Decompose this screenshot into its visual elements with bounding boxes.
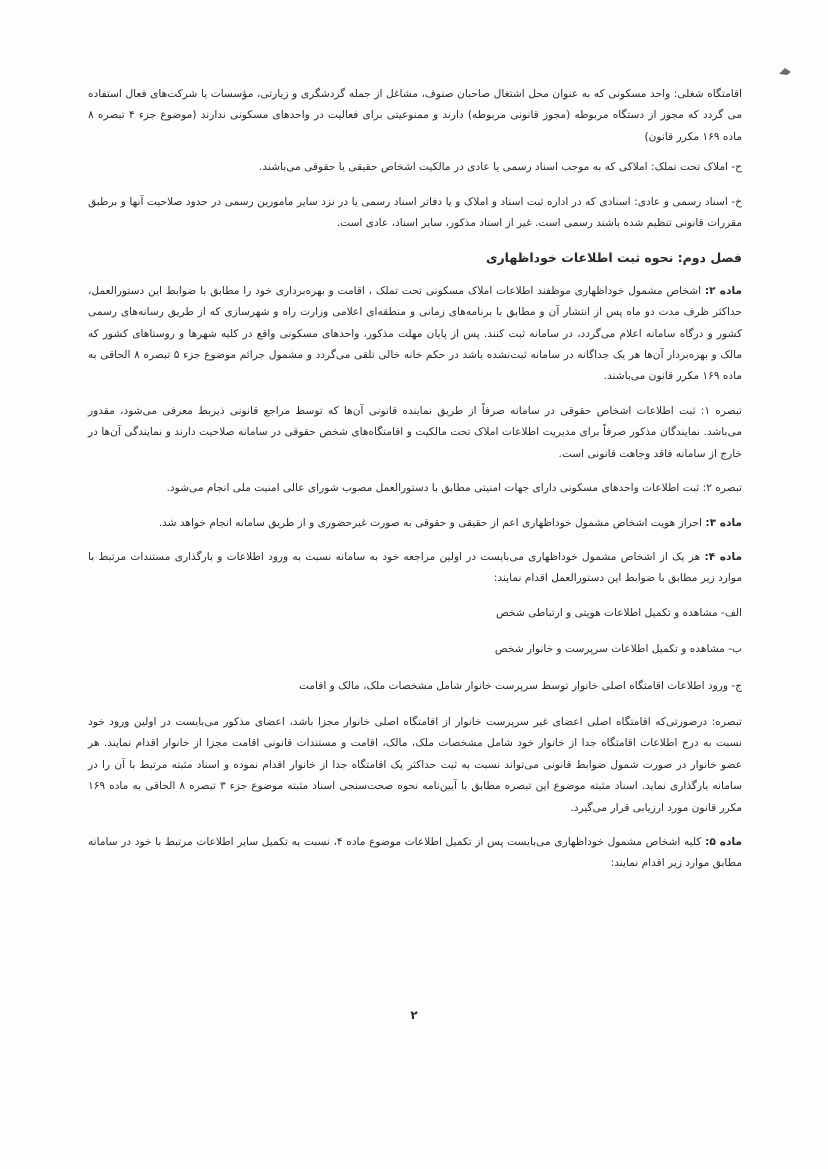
page-number: ۲ xyxy=(410,1008,418,1022)
definition-documents: خ- اسناد رسمی و عادی: اسنادی که در اداره ثبت اسناد و املاک و یا دفاتر اسناد رسمی یا در نزد سایر مامورین رسمی در حدود صلاحیت آنها و برطبق مقررات قانونی تنظیم شده باشند رسمی است. غیر از اسناد مذکور، سایر اسناد، عادی است. xyxy=(88,195,742,230)
article-5-text: کلیه اشخاص مشمول خوداظهاری می‌بایست پس از تکمیل اطلاعات موضوع ماده ۴، نسبت به تکمیل سایر اطلاعات مرتبط با خود در سامانه مطابق موارد زیر اقدام نمایند: xyxy=(88,835,742,870)
list-item-alef: الف- مشاهده و تکمیل اطلاعات هویتی و ارتباطی شخص xyxy=(496,606,742,619)
article-5 xyxy=(88,832,742,875)
article-2-label: ماده ۲: xyxy=(704,284,742,297)
article-4-text: هر یک از اشخاص مشمول خوداظهاری می‌بایست در اولین مراجعه خود به سامانه نسبت به ورود اطلاعات و بارگذاری مستندات مرتبط با موارد زیر مطابق با ضوابط این دستورالعمل اقدام نمایند: xyxy=(88,550,742,585)
definition-owned-properties: ح- املاک تحت تملک: املاکی که به موجب اسناد رسمی یا عادی در مالکیت اشخاص حقیقی یا حقوقی می‌باشند. xyxy=(259,161,742,174)
document-body xyxy=(88,84,742,884)
article-4-label: ماده ۴: xyxy=(704,550,743,563)
scan-mark-icon xyxy=(778,66,792,76)
article-3-text: احراز هویت اشخاص مشمول خوداظهاری اعم از حقیقی و حقوقی به صورت غیرحضوری و از طریق سامانه انجام خواهد شد. xyxy=(158,516,702,529)
definition-occupational-residence: اقامتگاه شغلی: واحد مسکونی که به عنوان محل اشتغال صاحبان صنوف، مشاغل از جمله گردشگری و زیارتی، مؤسسات یا شرکت‌های فعال استفاده می گردد که مجوز از دستگاه مربوطه (مجوز قانونی مربوطه) دارند و ممنوعیتی برای فعالیت در واحدهای مسکونی ندارند (موضوع جزء ۴ تبصره ۸ ماده ۱۶۹ مکرر قانون) xyxy=(88,88,742,143)
article-5-label: ماده ۵: xyxy=(705,835,742,848)
article-3 xyxy=(88,513,742,534)
list-item-be: ب- مشاهده و تکمیل اطلاعات سرپرست و خانوار شخص xyxy=(494,643,742,656)
article-2-note-2: تبصره ۲: ثبت اطلاعات واحدهای مسکونی دارای جهات امنیتی مطابق با دستورالعمل مصوب شورای عالی امنیت ملی انجام می‌شود. xyxy=(166,482,742,495)
article-4 xyxy=(88,547,742,590)
list-item-jim: ج- ورود اطلاعات اقامتگاه اصلی خانوار توسط سرپرست خانوار شامل مشخصات ملک، مالک و اقامت xyxy=(298,679,742,692)
article-3-label: ماده ۳: xyxy=(705,516,742,529)
article-2-text: اشخاص مشمول خوداظهاری موظفند اطلاعات املاک مسکونی تحت تملک ، اقامت و بهره‌برداری خود را مطابق با ضوابط این دستورالعمل، حداکثر ظرف مدت دو ماه پس از انتشار آن و مطابق با برنامه‌های زمانی و منطقه‌ای اعلامی وزارت راه و شهرسازی که از طریق رسانه‌های رسمی کشور و درگاه سامانه اعلام می‌گردد، در سامانه ثبت کنند. پس از پایان مهلت مذکور، واحدهای مسکونی واقع در کلیه شهرها و روستاهای کشور که مالک و بهره‌بردار آن‌ها هر یک جداگانه در سامانه ثبت‌نشده باشد در حکم خانه خالی تلقی می‌گردد و مشمول جرائم موضوع جزء ۵ تبصره ۸ الحاقی به ماده ۱۶۹ مکرر قانون می‌باشند. xyxy=(88,284,742,383)
article-4-note: تبصره: درصورتی‌که اقامتگاه اصلی اعضای غیر سرپرست خانوار از اقامتگاه اصلی خانوار مجزا باشد، اعضای مذکور می‌بایست در اولین ورود خود نسبت به درج اطلاعات اقامتگاه جدا از خانوار خود شامل مشخصات ملک، مالک، اقامت و مستندات قانونی اقامت مجزا از خانوار اقدام نمایند. هر عضو خانوار در صورت شمول ضوابط قانونی می‌تواند نسبت به ثبت حداکثر یک اقامتگاه جدا از خانوار اقدام نموده و اسناد مثبته مرتبط با آن را در سامانه بارگذاری نماید. اسناد مثبته موضوع این تبصره مطابق با آیین‌نامه نحوه صحت‌سنجی اسناد مثبته موضوع جزء ۳ تبصره ۸ الحاقی به ماده ۱۶۹ مکرر قانون مورد ارزیابی قرار می‌گیرد. xyxy=(88,715,742,814)
article-2 xyxy=(88,281,742,388)
chapter-heading: فصل دوم: نحوه ثبت اطلاعات خوداظهاری xyxy=(486,250,742,266)
article-2-note-1: تبصره ۱: ثبت اطلاعات اشخاص حقوقی در سامانه صرفاً از طریق نماینده قانونی آن‌ها که توسط مراجع قانونی ذیربط معرفی می‌شود، مقدور می‌باشد. نمایندگان مذکور صرفاً برای مدیریت اطلاعات املاک تحت مالکیت و اقامتگاه‌های شخص حقوقی در سامانه صلاحیت دارند و نمایندگی آن‌ها در خارج از سامانه فاقد وجاهت قانونی است. xyxy=(88,404,742,460)
